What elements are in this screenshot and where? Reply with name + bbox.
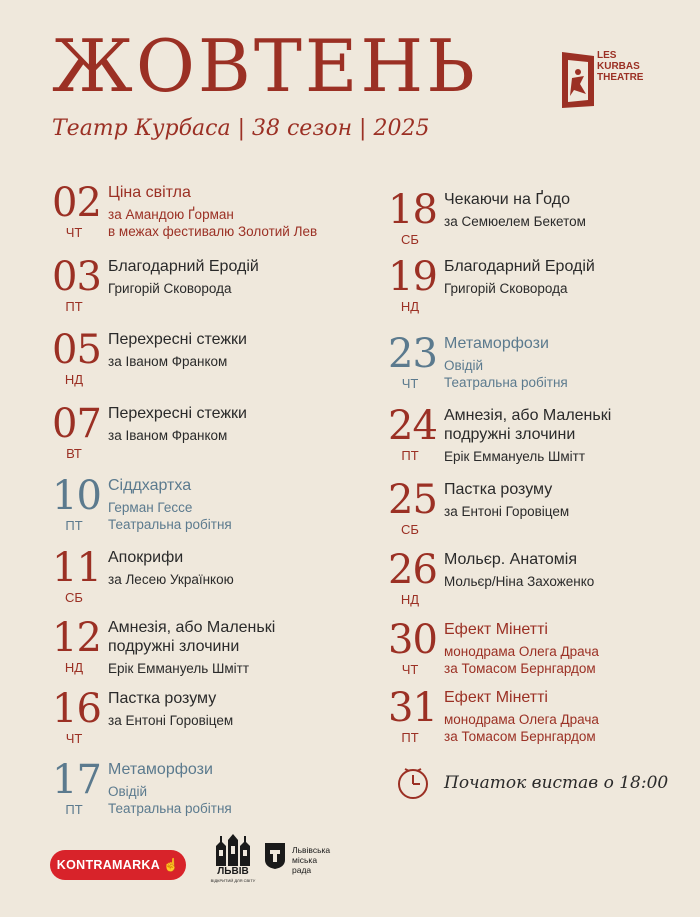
event-day: 11	[52, 545, 101, 591]
event-author: за Амандою Ґорман	[108, 207, 234, 222]
event-day: 31	[388, 685, 437, 731]
event-day: 23	[388, 331, 437, 377]
event-day: 05	[52, 327, 101, 373]
event-day: 07	[52, 401, 101, 447]
event-title: Пастка розуму	[444, 481, 553, 498]
event-weekday: ЧТ	[65, 225, 83, 240]
event-title: Ефект Мінетті	[444, 689, 548, 706]
event-weekday: ЧТ	[401, 376, 419, 391]
event-info	[444, 334, 674, 391]
event-day: 16	[52, 686, 101, 732]
event-title: Благодарний Еродій	[444, 258, 595, 275]
event-weekday: ВТ	[66, 446, 82, 461]
event-weekday: НД	[400, 592, 420, 607]
event-weekday: НД	[64, 372, 84, 387]
event-author: за Ентоні Горовіцем	[444, 504, 570, 519]
event-note: Театральна робітня	[108, 517, 232, 532]
event-title: Пастка розуму	[108, 690, 217, 707]
event-info	[444, 620, 674, 677]
event-info	[108, 476, 338, 533]
event-weekday: СБ	[401, 232, 419, 247]
event-info	[108, 257, 338, 297]
event-day: 19	[388, 254, 437, 300]
event-weekday: НД	[400, 299, 420, 314]
event-info	[444, 190, 674, 230]
event-day: 18	[388, 187, 437, 233]
event-info	[444, 688, 674, 745]
event-info	[444, 406, 674, 465]
event-day: 26	[388, 547, 437, 593]
page-subtitle: Театр Курбаса | 38 сезон | 2025	[52, 116, 430, 141]
event-day: 12	[52, 615, 101, 661]
event-info	[444, 550, 674, 590]
event-author: Ерік Еммануель Шмітт	[108, 661, 250, 676]
event-info	[108, 330, 338, 370]
event-author: за Іваном Франком	[108, 354, 228, 369]
event-info	[108, 548, 338, 588]
event-author: Овідій	[444, 358, 484, 373]
event-author: за Лесею Українкою	[108, 572, 234, 587]
event-info	[108, 183, 338, 240]
event-note: в межах фестивалю Золотий Лев	[108, 224, 318, 239]
start-time-text: Початок вистав о 18:00	[444, 773, 669, 793]
event-title: Метаморфози	[108, 761, 213, 778]
kontramarka-label: KONTRAMARKA	[56, 858, 160, 872]
event-weekday: СБ	[65, 590, 83, 605]
event-author: Овідій	[108, 784, 148, 799]
event-day: 02	[52, 180, 101, 226]
event-title: Сіддхартха	[108, 477, 192, 494]
event-weekday: ПТ	[65, 518, 83, 533]
event-title: Амнезія, або Маленькі подружні злочини	[108, 619, 276, 655]
event-weekday: ПТ	[401, 448, 419, 463]
event-info	[108, 404, 338, 444]
event-note: за Томасом Бернгардом	[444, 661, 596, 676]
event-weekday: ЧТ	[65, 731, 83, 746]
event-info	[444, 257, 674, 297]
event-title: Мольєр. Анатомія	[444, 551, 577, 568]
event-title: Апокрифи	[108, 549, 184, 566]
event-title: Амнезія, або Маленькі подружні злочини	[444, 407, 612, 443]
event-title: Благодарний Еродій	[108, 258, 259, 275]
event-info	[108, 618, 338, 677]
event-title: Метаморфози	[444, 335, 549, 352]
event-note: Театральна робітня	[108, 801, 232, 816]
event-note: за Томасом Бернгардом	[444, 729, 596, 744]
event-title: Ефект Мінетті	[444, 621, 548, 638]
event-author: за Семюелем Бекетом	[444, 214, 586, 229]
event-author: Григорій Сковорода	[444, 281, 568, 296]
event-author: Мольєр/Ніна Захоженко	[444, 574, 595, 589]
event-info	[108, 760, 338, 817]
event-author: за Ентоні Горовіцем	[108, 713, 234, 728]
event-info	[444, 480, 674, 520]
event-author: Григорій Сковорода	[108, 281, 232, 296]
event-author: Герман Гессе	[108, 500, 193, 515]
city-council-label: Львівська міська рада	[292, 845, 331, 875]
lviv-label: ЛЬВІВ	[217, 866, 249, 877]
event-weekday: НД	[64, 660, 84, 675]
event-day: 17	[52, 757, 101, 803]
event-day: 30	[388, 617, 437, 663]
theatre-logo-text: LES KURBAS THEATRE	[597, 50, 644, 83]
event-author: Ерік Еммануель Шмітт	[444, 449, 586, 464]
event-note: Театральна робітня	[444, 375, 568, 390]
event-info	[108, 689, 338, 729]
start-time-row	[396, 766, 686, 802]
event-title: Чекаючи на Ґодо	[444, 191, 570, 208]
event-author: за Іваном Франком	[108, 428, 228, 443]
lviv-motto: ВІДКРИТИЙ ДЛЯ СВІТУ	[210, 878, 256, 883]
clock-icon	[396, 766, 430, 800]
event-weekday: СБ	[401, 522, 419, 537]
event-author: монодрама Олега Драча	[444, 644, 599, 659]
event-weekday: ПТ	[65, 299, 83, 314]
kontramarka-logo: KONTRAMARKA ☝	[50, 850, 186, 880]
city-council-emblem	[264, 842, 286, 870]
event-weekday: ПТ	[401, 730, 419, 745]
event-day: 24	[388, 403, 437, 449]
event-weekday: ПТ	[65, 802, 83, 817]
event-title: Ціна світла	[108, 184, 191, 201]
event-day: 10	[52, 473, 101, 519]
event-title: Перехресні стежки	[108, 331, 247, 348]
event-day: 25	[388, 477, 437, 523]
page-title: ЖОВТЕНЬ	[52, 24, 478, 108]
event-day: 03	[52, 254, 101, 300]
event-author: монодрама Олега Драча	[444, 712, 599, 727]
event-title: Перехресні стежки	[108, 405, 247, 422]
event-weekday: ЧТ	[401, 662, 419, 677]
